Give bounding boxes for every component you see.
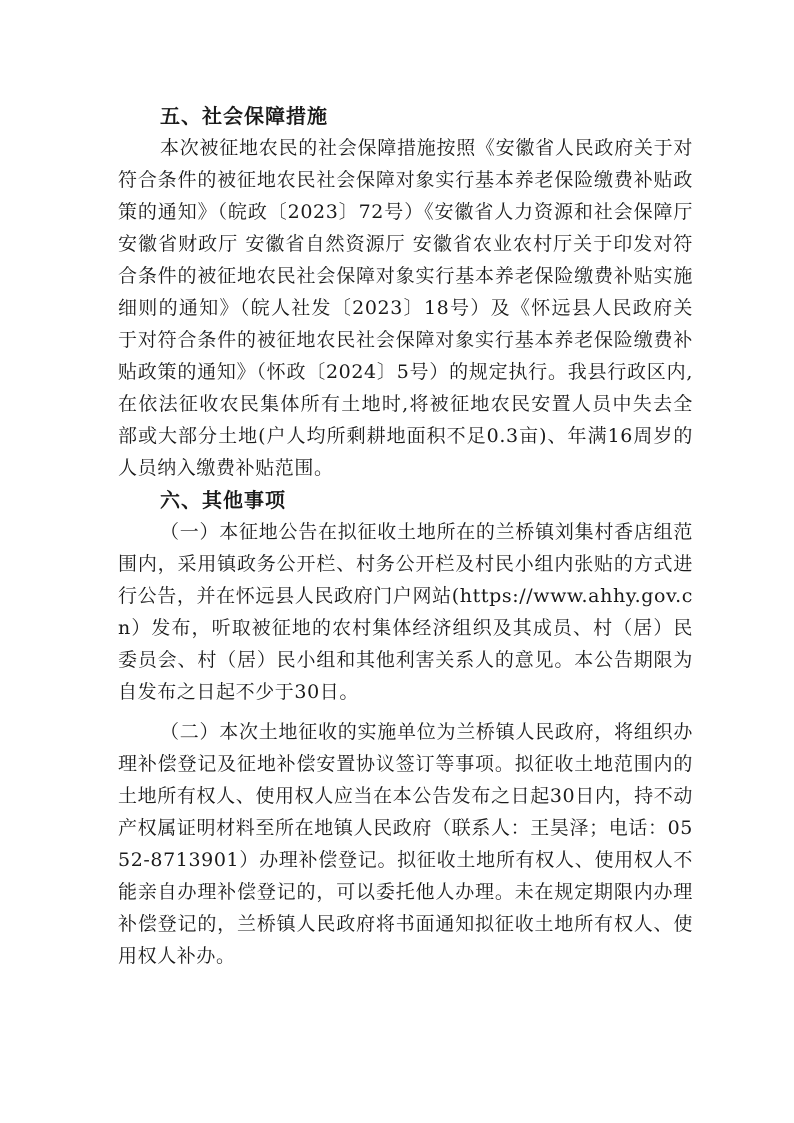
paragraph-social-security: 本次被征地农民的社会保障措施按照《安徽省人民政府关于对符合条件的被征地农民社会保障对象实行基本养老保险缴费补贴政策的通知》（皖政〔2023〕72号）《安徽省人力资源和社会保障厅 安徽省财政厅 安徽省自然资源厅 安徽省农业农村厅关于印发对符合条件的被征地农民社会保障对象实行基本养老保险缴费补贴实施细则的通知》（皖人社发〔2023〕18号）及《怀远县人民政府关于对符合条件的被征地农民社会保障对象实行基本养老保险缴费补贴政策的通知》（怀政〔2024〕5号）的规定执行。我县行政区内,在依法征收农民集体所有土地时,将被征地农民安置人员中失去全部或大部分土地(户人均所剩耕地面积不足0.3亩)、年满16周岁的人员纳入缴费补贴范围。 (118, 137, 693, 479)
paragraph-other-matters-item-2: （二）本次土地征收的实施单位为兰桥镇人民政府，将组织办理补偿登记及征地补偿安置协议签订等事项。拟征收土地范围内的土地所有权人、使用权人应当在本公告发布之日起30日内，持不动产权属证明材料至所在地镇人民政府（联系人：王昊泽；电话：0552-8713901）办理补偿登记。拟征收土地所有权人、使用权人不能亲自办理补偿登记的，可以委托他人办理。未在规定期限内办理补偿登记的，兰桥镇人民政府将书面通知拟征收土地所有权人、使用权人补办。 (118, 721, 693, 967)
section-heading-other-matters: 六、其他事项 (160, 488, 286, 512)
paragraph-other-matters-item-1: （一）本征地公告在拟征收土地所在的兰桥镇刘集村香店组范围内，采用镇政务公开栏、村务公开栏及村民小组内张贴的方式进行公告，并在怀远县人民政府门户网站(https://www.ahhy.gov.cn）发布，听取被征地的农村集体经济组织及其成员、村（居）民委员会、村（居）民小组和其他利害关系人的意见。本公告期限为自发布之日起不少于30日。 (118, 521, 693, 703)
document-body (118, 100, 693, 972)
section-heading-social-security: 五、社会保障措施 (160, 104, 328, 128)
paragraph-spacer (118, 708, 693, 716)
